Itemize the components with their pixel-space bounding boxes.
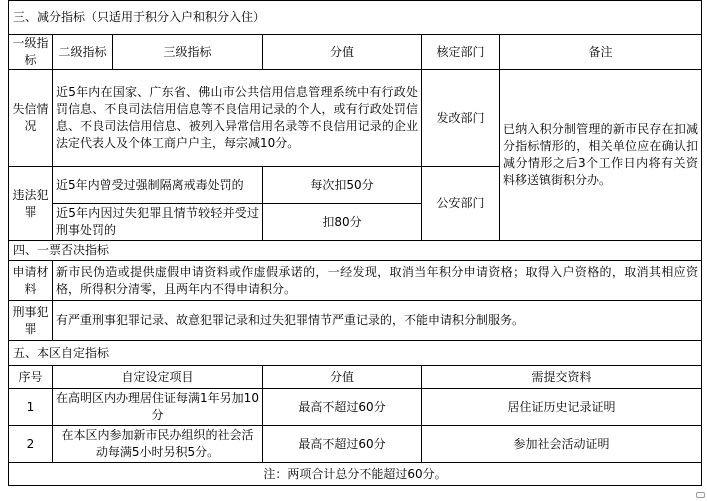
header-level1: 一级指标: [9, 35, 53, 70]
credit-row: [9, 70, 702, 167]
section-5-row: [9, 341, 702, 366]
section-3-header-row: [9, 35, 702, 70]
custom-row-1: [9, 389, 702, 426]
credit-department: 发改部门: [422, 70, 500, 167]
custom-row-2: [9, 426, 702, 463]
custom-number-2: 2: [9, 426, 53, 463]
header-level2: 二级指标: [53, 35, 113, 70]
custom-score-1: 最高不超过60分: [263, 389, 422, 426]
credit-category: 失信情况: [9, 70, 53, 167]
header-score-5: 分值: [263, 366, 422, 389]
custom-item-1: 在高明区内办理居住证每满1年另加10分: [53, 389, 263, 426]
section-5-title: 五、本区自定指标: [9, 341, 702, 366]
section-4-title: 四、一票否决指标: [9, 241, 702, 261]
crime-item-1: 近5年内曾受过强制隔离戒毒处罚的: [53, 167, 263, 204]
veto-text-1: 新市民伪造或提供虚假申请资料或作虚假承诺的，一经发现，取消当年积分申请资格；取得入户资格的，取消其相应资格，所得积分清零，且两年内不得申请积分。: [53, 261, 702, 301]
veto-category-2: 刑事犯罪: [9, 301, 53, 341]
section-4-row: [9, 241, 702, 261]
section-3-row: [9, 1, 702, 35]
veto-row-2: [9, 301, 702, 341]
header-level3: 三级指标: [113, 35, 263, 70]
indicator-table: [8, 0, 702, 486]
crime-department: 公安部门: [422, 167, 500, 241]
custom-number-1: 1: [9, 389, 53, 426]
section-5-header-row: [9, 366, 702, 389]
crime-item-2: 近5年内因过失犯罪且情节较轻并受过刑事处罚的: [53, 204, 263, 241]
crime-score-1: 每次扣50分: [263, 167, 422, 204]
crime-score-2: 扣80分: [263, 204, 422, 241]
resize-handle-icon: [696, 492, 705, 498]
credit-description: 近5年内在国家、广东省、佛山市公共信用信息管理系统中有行政处罚信息、不良司法信用信息等不良信用记录的个人，或有行政处罚信息、不良司法信用信息、被列入异常信用名录等不良信用记录的企业法定代表人及个体工商户户主，每宗减10分。: [53, 70, 422, 167]
veto-text-2: 有严重刑事犯罪记录、故意犯罪记录和过失犯罪情节严重记录的，不能申请积分制服务。: [53, 301, 702, 341]
veto-row-1: [9, 261, 702, 301]
custom-score-2: 最高不超过60分: [263, 426, 422, 463]
section-3-title: 三、减分指标（只适用于积分入户和积分入住）: [9, 1, 702, 35]
header-department: 核定部门: [422, 35, 500, 70]
custom-material-1: 居住证历史记录证明: [422, 389, 702, 426]
header-score: 分值: [263, 35, 422, 70]
custom-material-2: 参加社会活动证明: [422, 426, 702, 463]
indicator-document: [8, 0, 701, 486]
footnote: 注：两项合计总分不能超过60分。: [9, 463, 702, 486]
crime-category: 违法犯罪: [9, 167, 53, 241]
header-remark: 备注: [500, 35, 702, 70]
deduction-note: 已纳入积分制管理的新市民存在扣减分指标情形的，相关单位应在确认扣减分情形之后3个工作日内将有关资料移送镇街积分办。: [500, 70, 702, 241]
custom-item-2: 在本区内参加新市民办组织的社会活动每满5小时另积5分。: [53, 426, 263, 463]
footnote-row: [9, 463, 702, 486]
header-material: 需提交资料: [422, 366, 702, 389]
veto-category-1: 申请材料: [9, 261, 53, 301]
header-number: 序号: [9, 366, 53, 389]
header-item: 自定设定项目: [53, 366, 263, 389]
